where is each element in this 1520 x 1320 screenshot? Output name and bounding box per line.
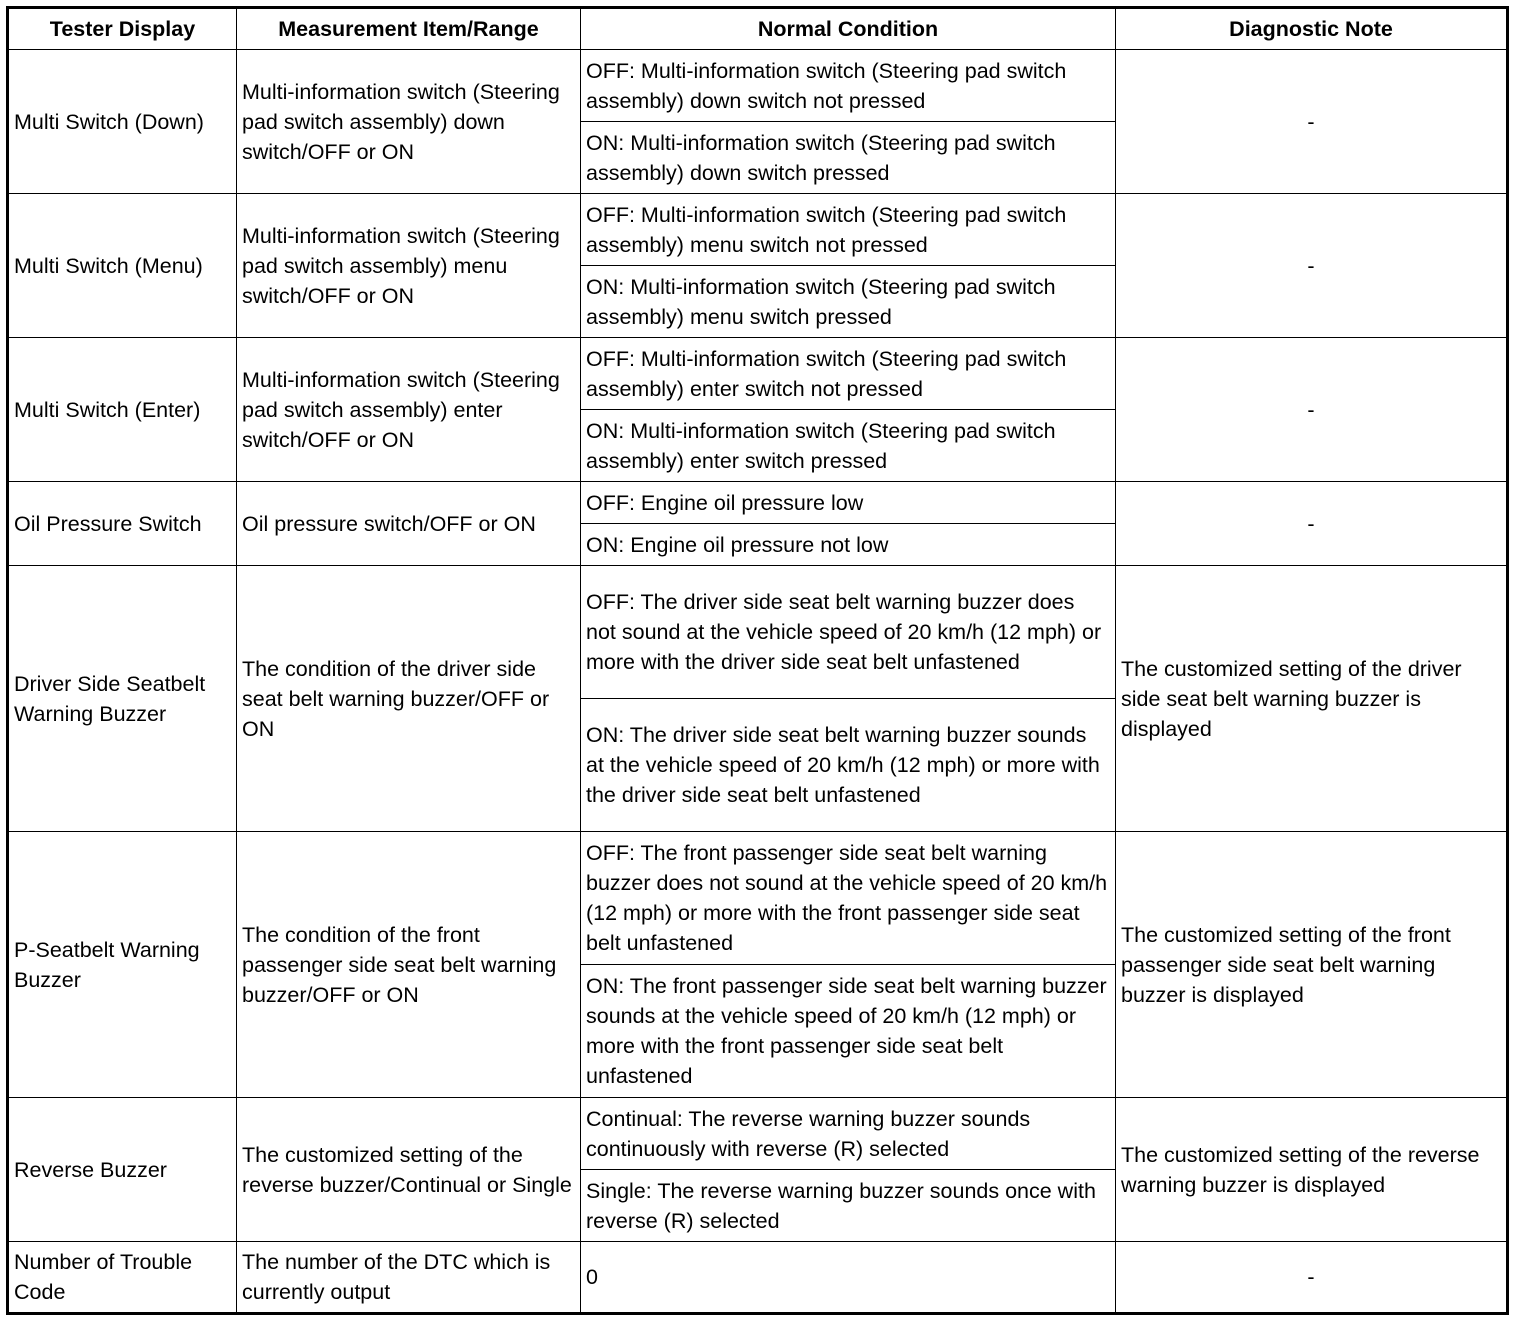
tester-display-cell: Driver Side Seatbelt Warning Buzzer: [8, 566, 237, 832]
table-row: [8, 50, 1508, 122]
header-normal-condition: Normal Condition: [581, 8, 1116, 50]
normal-condition-cell: OFF: Multi-information switch (Steering pad switch assembly) enter switch not pressed: [581, 338, 1116, 410]
normal-condition-cell: OFF: Multi-information switch (Steering pad switch assembly) menu switch not pressed: [581, 194, 1116, 266]
measurement-item-cell: Multi-information switch (Steering pad switch assembly) down switch/OFF or ON: [237, 50, 581, 194]
diagnostic-note-cell: The customized setting of the front passenger side seat belt warning buzzer is displayed: [1116, 832, 1508, 1098]
tester-display-cell: Oil Pressure Switch: [8, 482, 237, 566]
table-row: [8, 832, 1508, 965]
normal-condition-cell: OFF: The front passenger side seat belt warning buzzer does not sound at the vehicle speed of 20 km/h (12 mph) or more with the front passenger side seat belt unfastened: [581, 832, 1116, 965]
measurement-item-cell: Multi-information switch (Steering pad switch assembly) menu switch/OFF or ON: [237, 194, 581, 338]
header-tester-display: Tester Display: [8, 8, 237, 50]
tester-display-cell: Number of Trouble Code: [8, 1242, 237, 1314]
table-row: [8, 1242, 1508, 1314]
diagnostic-note-cell: -: [1116, 338, 1508, 482]
tester-display-cell: Reverse Buzzer: [8, 1098, 237, 1242]
normal-condition-cell: Single: The reverse warning buzzer sounds once with reverse (R) selected: [581, 1170, 1116, 1242]
normal-condition-cell: ON: Multi-information switch (Steering pad switch assembly) enter switch pressed: [581, 410, 1116, 482]
measurement-item-cell: The customized setting of the reverse buzzer/Continual or Single: [237, 1098, 581, 1242]
diagnostic-note-cell: The customized setting of the reverse warning buzzer is displayed: [1116, 1098, 1508, 1242]
measurement-item-cell: Multi-information switch (Steering pad switch assembly) enter switch/OFF or ON: [237, 338, 581, 482]
measurement-item-cell: The condition of the driver side seat belt warning buzzer/OFF or ON: [237, 566, 581, 832]
diagnostic-note-cell: The customized setting of the driver side seat belt warning buzzer is displayed: [1116, 566, 1508, 832]
normal-condition-cell: Continual: The reverse warning buzzer sounds continuously with reverse (R) selected: [581, 1098, 1116, 1170]
measurement-item-cell: The number of the DTC which is currently output: [237, 1242, 581, 1314]
diagnostic-note-cell: -: [1116, 50, 1508, 194]
normal-condition-cell: ON: Multi-information switch (Steering pad switch assembly) menu switch pressed: [581, 266, 1116, 338]
table-row: [8, 566, 1508, 699]
diagnostic-note-cell: -: [1116, 482, 1508, 566]
normal-condition-cell: 0: [581, 1242, 1116, 1314]
header-row: [8, 8, 1508, 50]
tester-display-cell: Multi Switch (Down): [8, 50, 237, 194]
normal-condition-cell: ON: Engine oil pressure not low: [581, 524, 1116, 566]
table-row: [8, 194, 1508, 266]
normal-condition-cell: ON: The front passenger side seat belt warning buzzer sounds at the vehicle speed of 20 km/h (12 mph) or more with the front passenger side seat belt unfastened: [581, 965, 1116, 1098]
header-measurement-item: Measurement Item/Range: [237, 8, 581, 50]
tester-display-cell: Multi Switch (Menu): [8, 194, 237, 338]
tester-display-cell: Multi Switch (Enter): [8, 338, 237, 482]
table-row: [8, 482, 1508, 524]
header-diagnostic-note: Diagnostic Note: [1116, 8, 1508, 50]
measurement-item-cell: The condition of the front passenger side seat belt warning buzzer/OFF or ON: [237, 832, 581, 1098]
measurement-item-cell: Oil pressure switch/OFF or ON: [237, 482, 581, 566]
diagnostic-note-cell: -: [1116, 194, 1508, 338]
table-row: [8, 1098, 1508, 1170]
normal-condition-cell: OFF: Engine oil pressure low: [581, 482, 1116, 524]
tester-data-table: [6, 6, 1509, 1315]
normal-condition-cell: OFF: The driver side seat belt warning buzzer does not sound at the vehicle speed of 20 km/h (12 mph) or more with the driver side seat belt unfastened: [581, 566, 1116, 699]
normal-condition-cell: OFF: Multi-information switch (Steering pad switch assembly) down switch not pressed: [581, 50, 1116, 122]
tester-display-cell: P-Seatbelt Warning Buzzer: [8, 832, 237, 1098]
diagnostic-note-cell: -: [1116, 1242, 1508, 1314]
table-row: [8, 338, 1508, 410]
normal-condition-cell: ON: The driver side seat belt warning buzzer sounds at the vehicle speed of 20 km/h (12 mph) or more with the driver side seat belt unfastened: [581, 699, 1116, 832]
normal-condition-cell: ON: Multi-information switch (Steering pad switch assembly) down switch pressed: [581, 122, 1116, 194]
